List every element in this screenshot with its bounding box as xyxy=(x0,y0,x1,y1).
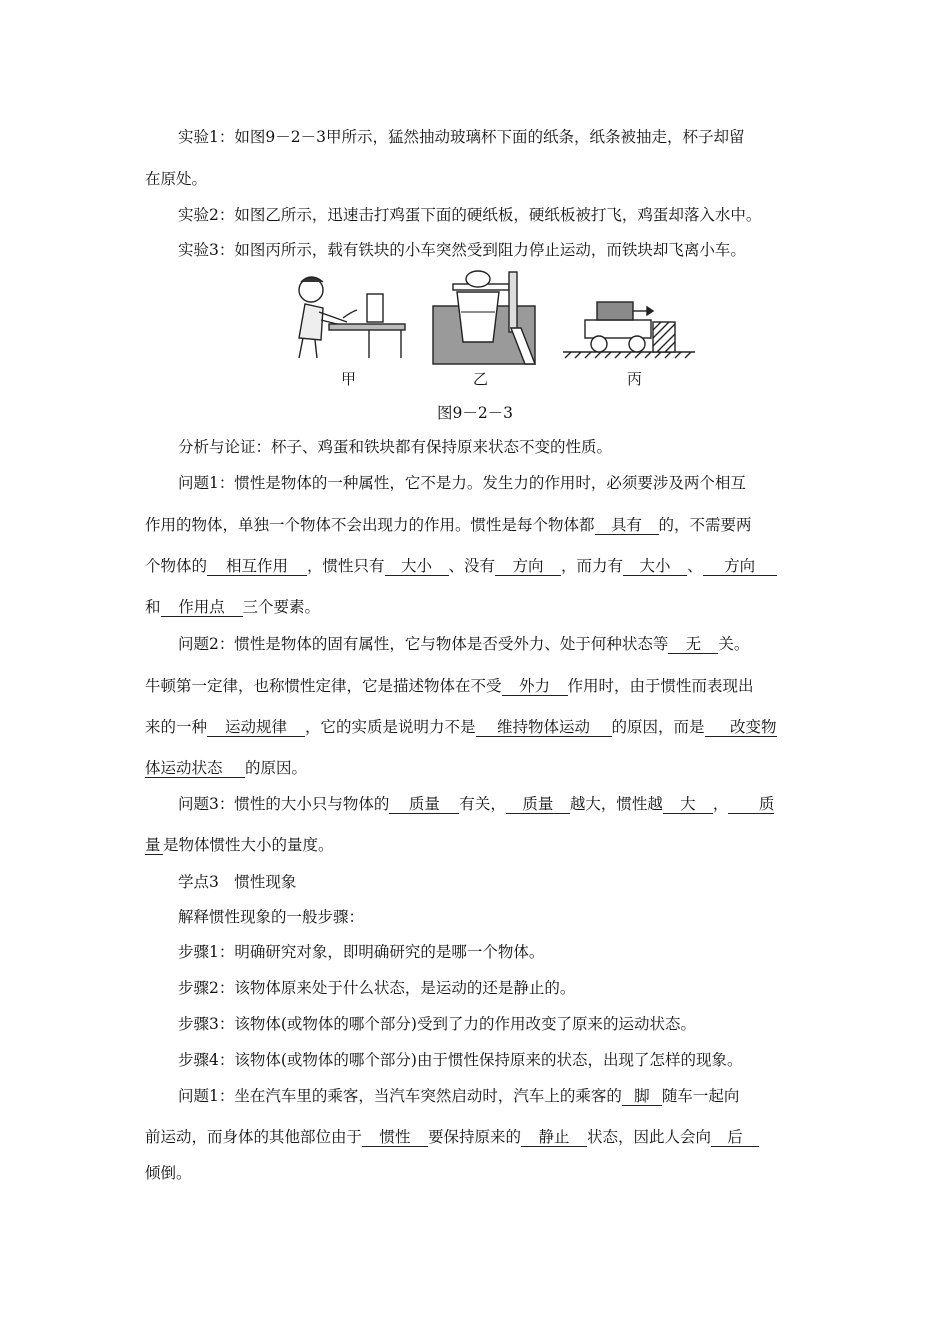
text-segment: 关。 xyxy=(718,635,750,653)
text-segment: 越大，惯性越 xyxy=(569,795,663,813)
text-segment: 的原因。 xyxy=(245,759,308,777)
text-segment: 来的一种 xyxy=(145,718,208,736)
q1-line-4 xyxy=(145,597,320,617)
answer-blank: 静止 xyxy=(521,1128,587,1147)
answer-blank: 作用点 xyxy=(161,598,243,617)
text-segment: 状态，因此人会向 xyxy=(587,1128,712,1146)
answer-blank: 无 xyxy=(668,635,718,654)
answer-blank: 改变物 xyxy=(705,718,777,737)
answer-blank: 体运动状态 xyxy=(145,759,245,778)
answer-blank: 运动规律 xyxy=(207,718,305,737)
q3-line-2 xyxy=(145,835,334,855)
answer-blank: 质 xyxy=(728,795,774,814)
q2-line-2 xyxy=(145,676,754,696)
answer-blank: 方向 xyxy=(703,557,777,576)
analysis-line: 分析与论证：杯子、鸡蛋和铁块都有保持原来状态不变的性质。 xyxy=(178,438,613,456)
text-segment: 作用时，由于惯性而表现出 xyxy=(567,677,754,695)
figure-caption-yi: 乙 xyxy=(473,370,489,388)
answer-blank: 具有 xyxy=(595,516,659,535)
answer-blank: 维持物体运动 xyxy=(476,718,612,737)
answer-blank: 后 xyxy=(711,1128,759,1147)
text-segment: 随车一起向 xyxy=(661,1087,740,1105)
figure-bing-cart xyxy=(563,302,695,358)
text-segment: ， xyxy=(712,795,729,813)
q2-line-3 xyxy=(145,717,777,737)
experiment-2-line: 实验2：如图乙所示，迅速击打鸡蛋下面的硬纸板，硬纸板被打飞，鸡蛋却落入水中。 xyxy=(178,206,762,224)
q1-line-3 xyxy=(145,556,777,576)
section-heading: 学点3 惯性现象 xyxy=(178,873,297,891)
text-segment: 三个要素。 xyxy=(242,598,321,616)
text-segment: 、 xyxy=(687,557,703,575)
text-segment: 、没有 xyxy=(448,557,496,575)
q4-line-3: 倾倒。 xyxy=(145,1164,192,1182)
answer-blank: 脚 xyxy=(622,1087,662,1106)
step-1: 步骤1：明确研究对象，即明确研究的是哪一个物体。 xyxy=(178,943,545,961)
text-segment: 要保持原来的 xyxy=(428,1128,522,1146)
text-segment: 前运动，而身体的其他部位由于 xyxy=(145,1128,363,1146)
answer-blank: 大小 xyxy=(385,557,449,576)
text-segment: 和 xyxy=(145,598,161,616)
text-segment: ，它的实质是说明力不是 xyxy=(305,718,476,736)
step-3: 步骤3：该物体(或物体的哪个部分)受到了力的作用改变了原来的运动状态。 xyxy=(178,1015,696,1033)
answer-blank: 质量 xyxy=(389,795,459,814)
answer-blank: 质量 xyxy=(506,795,570,814)
q3-line-1 xyxy=(178,794,774,814)
text-segment: 个物体的 xyxy=(145,557,208,575)
answer-blank: 大小 xyxy=(623,557,687,576)
text-segment: 是物体惯性大小的量度。 xyxy=(163,836,334,854)
experiment-3-line: 实验3：如图丙所示，载有铁块的小车突然受到阻力停止运动，而铁块却飞离小车。 xyxy=(178,241,746,259)
text-segment: 的原因，而是 xyxy=(611,718,705,736)
figure-caption-jia: 甲 xyxy=(341,370,357,388)
text-segment: 的，不需要两 xyxy=(658,516,752,534)
answer-blank: 相互作用 xyxy=(207,557,307,576)
step-4: 步骤4：该物体(或物体的哪个部分)由于惯性保持原来的状态，出现了怎样的现象。 xyxy=(178,1051,743,1069)
q4-line-2 xyxy=(145,1127,759,1147)
q2-line-1 xyxy=(178,634,749,654)
q2-line-4 xyxy=(145,758,307,778)
figure-jia-boy-glass xyxy=(299,277,405,358)
steps-intro: 解释惯性现象的一般步骤： xyxy=(178,908,365,926)
experiment-1-line-2: 在原处。 xyxy=(145,170,208,188)
step-2: 步骤2：该物体原来处于什么状态，是运动的还是静止的。 xyxy=(178,979,576,997)
text-segment: 问题2：惯性是物体的固有属性，它与物体是否受外力、处于何种状态等 xyxy=(178,635,669,653)
figure-9-2-3 xyxy=(285,268,705,388)
answer-blank: 量 xyxy=(145,836,163,855)
answer-blank: 惯性 xyxy=(362,1128,428,1147)
figure-caption-bing: 丙 xyxy=(627,370,643,388)
q1-line-1: 问题1：惯性是物体的一种属性，它不是力。发生力的作用时，必须要涉及两个相互 xyxy=(178,474,746,492)
text-segment: 有关， xyxy=(459,795,506,813)
figure-title: 图9－2－3 xyxy=(436,404,514,422)
text-segment: ，惯性只有 xyxy=(307,557,385,575)
answer-blank: 外力 xyxy=(502,677,568,696)
text-segment: 作用的物体，单独一个物体不会出现力的作用。惯性是每个物体都 xyxy=(145,516,595,534)
text-segment: 问题3：惯性的大小只与物体的 xyxy=(178,795,390,813)
answer-blank: 方向 xyxy=(495,557,561,576)
text-segment: 问题1：坐在汽车里的乘客，当汽车突然启动时，汽车上的乘客的 xyxy=(178,1087,622,1105)
answer-blank: 大 xyxy=(663,795,713,814)
experiment-1-line: 实验1：如图9－2－3甲所示，猛然抽动玻璃杯下面的纸条，纸条被抽走，杯子却留 xyxy=(178,128,745,146)
q1-line-2 xyxy=(145,515,752,535)
q4-line-1 xyxy=(178,1086,739,1106)
figure-yi-egg-card xyxy=(433,271,535,364)
text-segment: 牛顿第一定律，也称惯性定律，它是描述物体在不受 xyxy=(145,677,502,695)
text-segment: ，而力有 xyxy=(561,557,624,575)
